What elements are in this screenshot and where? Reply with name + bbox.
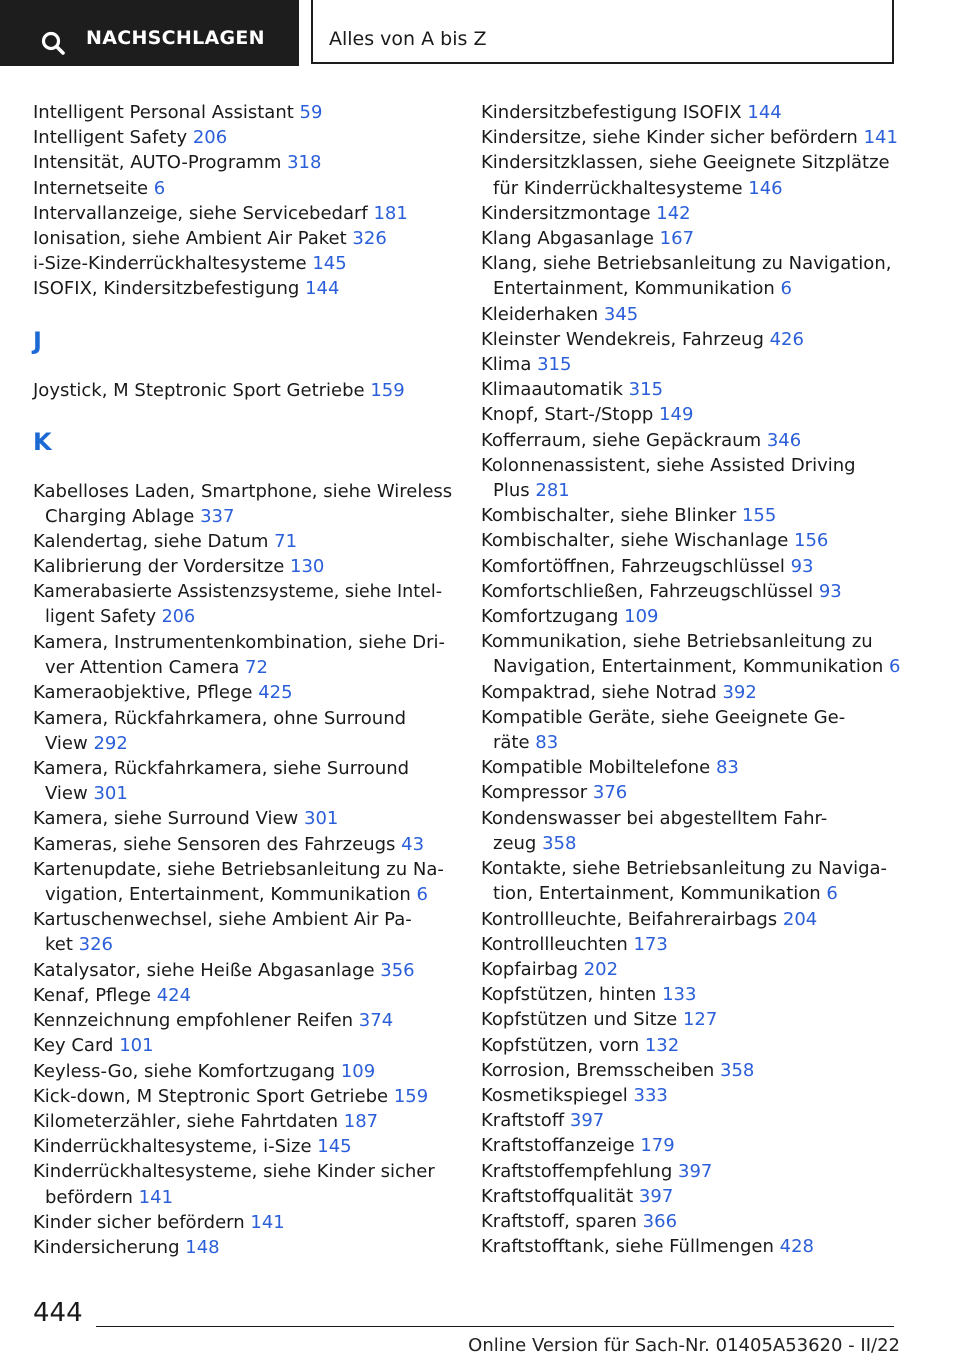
entry-term-line: räte (493, 732, 530, 754)
index-entry (481, 1033, 901, 1058)
index-entry (481, 780, 901, 805)
page-reference-link[interactable]: 376 (592, 782, 628, 804)
entry-term: Komfortzugang (481, 606, 619, 628)
entry-term-line: befördern (45, 1186, 133, 1208)
entry-term: Knopf, Start-/Stopp (481, 404, 654, 426)
index-entry (33, 832, 453, 857)
page-reference-link[interactable]: 356 (380, 959, 415, 981)
entry-term-line: Kamera, Instrumentenkombination, siehe Dri- (33, 632, 446, 654)
page-reference-link[interactable]: 202 (583, 958, 619, 980)
index-entry (481, 428, 901, 453)
entry-term: Kopfairbag (481, 958, 578, 980)
entry-term: Kraftstofftank, siehe Füllmengen (481, 1236, 774, 1258)
entry-term: Kinderrückhaltesysteme, i-Size (33, 1136, 312, 1158)
page-reference-link[interactable]: 206 (192, 127, 228, 149)
page-reference-link[interactable]: 71 (274, 531, 298, 553)
entry-term-line: Navigation, Entertainment, Kommunikation (493, 656, 884, 678)
page-reference-link[interactable]: 397 (569, 1110, 605, 1132)
page-reference-link[interactable]: 43 (401, 833, 425, 855)
page-reference-link[interactable]: 133 (662, 984, 697, 1006)
page-reference-link[interactable]: 72 (245, 657, 268, 679)
page-reference-link[interactable]: 315 (628, 379, 664, 401)
index-entry (33, 1235, 453, 1260)
entry-term: Kick-down, M Steptronic Sport Getriebe (33, 1085, 389, 1107)
index-entry (481, 806, 901, 856)
index-entry (481, 1133, 901, 1158)
index-entry (33, 554, 453, 579)
page-reference-link[interactable]: 6 (416, 884, 428, 906)
entry-term: Internetseite (33, 177, 149, 199)
page-reference-link[interactable]: 428 (779, 1236, 814, 1258)
entry-term: Kombischalter, siehe Blinker (481, 505, 737, 527)
entry-term-line: View (45, 732, 88, 754)
footer-divider (96, 1326, 894, 1327)
index-entry (481, 932, 901, 957)
entry-term-line: Kommunikation, siehe Betriebsanleitung zu (481, 631, 873, 653)
entry-term: Kennzeichnung empfohlener Reifen (33, 1010, 354, 1032)
entry-term: Kofferraum, siehe Gepäckraum (481, 429, 762, 451)
index-entry (33, 1084, 453, 1109)
index-entry (481, 201, 901, 226)
entry-term: Kraftstoff, sparen (481, 1210, 637, 1232)
index-entry (481, 629, 901, 679)
page-reference-link[interactable]: 167 (659, 228, 695, 250)
search-icon (40, 30, 68, 58)
entry-term-line: Kinderrückhaltesysteme, siehe Kinder sicher (33, 1161, 435, 1183)
page-reference-link[interactable]: 146 (748, 177, 783, 199)
section-label: NACHSCHLAGEN (86, 27, 265, 49)
page-reference-link[interactable]: 204 (782, 908, 818, 930)
entry-term: Intelligent Safety (33, 127, 188, 149)
page-reference-link[interactable]: 366 (642, 1210, 678, 1232)
page-reference-link[interactable]: 144 (747, 102, 782, 123)
page-reference-link[interactable]: 326 (78, 934, 114, 956)
page-reference-link[interactable]: 345 (603, 303, 639, 325)
page-reference-link[interactable]: 292 (93, 732, 128, 754)
index-entry (481, 503, 901, 528)
entry-term: Kilometerzähler, siehe Fahrtdaten (33, 1110, 339, 1132)
entry-term: Kompaktrad, siehe Notrad (481, 681, 717, 703)
page-reference-link[interactable]: 141 (250, 1211, 285, 1233)
entry-term-line: Kamera, Rückfahrkamera, ohne Surround (33, 707, 407, 729)
page-reference-link[interactable]: 424 (156, 984, 192, 1006)
page-reference-link[interactable]: 301 (304, 808, 339, 830)
index-entry (33, 1059, 453, 1084)
page-reference-link[interactable]: 142 (656, 202, 691, 224)
entry-term: Komfortöffnen, Fahrzeugschlüssel (481, 555, 785, 577)
entry-term-line: Kabelloses Laden, Smartphone, siehe Wireless (33, 480, 453, 502)
entry-term-line: ket (45, 934, 73, 956)
index-entry (481, 957, 901, 982)
index-entry (33, 176, 453, 201)
entry-term: Kindersicherung (33, 1236, 180, 1258)
entry-term: Kindersitze, siehe Kinder sicher befördern (481, 127, 858, 149)
chapter-title: Alles von A bis Z (329, 28, 487, 50)
entry-term: Ionisation, siehe Ambient Air Paket (33, 228, 347, 250)
entry-term: Kompatible Mobiltelefone (481, 757, 711, 779)
entry-term: Kombischalter, siehe Wischanlage (481, 530, 789, 552)
entry-term-line: Kartuschenwechsel, siehe Ambient Air Pa- (33, 909, 412, 931)
page-reference-link[interactable]: 130 (290, 556, 325, 578)
index-entry (33, 756, 453, 806)
index-entry (33, 680, 453, 705)
page-reference-link[interactable]: 346 (766, 429, 802, 451)
page-reference-link[interactable]: 301 (93, 783, 128, 805)
index-entry (481, 1209, 901, 1234)
entry-term-line: vigation, Entertainment, Kommunikation (45, 884, 411, 906)
entry-term: Kleiderhaken (481, 303, 599, 325)
index-entry (481, 150, 901, 200)
entry-term: Kraftstoffanzeige (481, 1135, 635, 1157)
index-entry (33, 958, 453, 983)
entry-term-line: Charging Ablage (45, 506, 195, 528)
index-entry (481, 1058, 901, 1083)
page-reference-link[interactable]: 358 (542, 832, 577, 854)
entry-term: Kameras, siehe Sensoren des Fahrzeugs (33, 833, 396, 855)
entry-term: Joystick, M Steptronic Sport Getriebe (33, 379, 365, 401)
page-reference-link[interactable]: 156 (794, 530, 829, 552)
entry-term: Klimaautomatik (481, 379, 623, 401)
page-reference-link[interactable]: 337 (200, 506, 235, 528)
index-entry (481, 1108, 901, 1133)
entry-term: Klima (481, 354, 532, 376)
entry-term-line: ver Attention Camera (45, 657, 240, 679)
index-entry (33, 580, 453, 630)
entry-term: ISOFIX, Kindersitzbefestigung (33, 278, 300, 300)
entry-term: Keyless-Go, siehe Komfortzugang (33, 1060, 336, 1082)
index-column-left (33, 100, 453, 1260)
index-entry (33, 630, 453, 680)
index-entry (481, 856, 901, 906)
index-entry (481, 755, 901, 780)
page-reference-link[interactable]: 101 (119, 1035, 154, 1057)
entry-term-line: Klang, siehe Betriebsanleitung zu Navigation, (481, 253, 892, 275)
page-reference-link[interactable]: 6 (826, 883, 838, 905)
index-letter-heading: K (33, 427, 52, 456)
page-reference-link[interactable]: 358 (720, 1059, 755, 1081)
entry-term: Kosmetikspiegel (481, 1084, 628, 1106)
index-entry (481, 352, 901, 377)
entry-term: Intelligent Personal Assistant (33, 102, 294, 123)
entry-term: Kindersitzbefestigung ISOFIX (481, 102, 742, 123)
entry-term: Komfortschließen, Fahrzeugschlüssel (481, 580, 814, 602)
page-reference-link[interactable]: 155 (741, 505, 777, 527)
page-reference-link[interactable]: 159 (370, 379, 405, 401)
page-reference-link[interactable]: 181 (373, 202, 408, 224)
index-letter-heading: J (33, 326, 42, 355)
entry-term-line: Kamera, Rückfahrkamera, siehe Surround (33, 758, 410, 780)
entry-term-line: zeug (493, 832, 537, 854)
index-entry (33, 276, 453, 301)
index-entry (33, 1134, 453, 1159)
entry-term: Korrosion, Bremsscheiben (481, 1059, 715, 1081)
index-entry (33, 907, 453, 957)
entry-term: Kompressor (481, 782, 588, 804)
page-reference-link[interactable]: 83 (715, 757, 739, 779)
index-entry (33, 201, 453, 226)
page-reference-link[interactable]: 374 (358, 1010, 394, 1032)
page-reference-link[interactable]: 179 (640, 1135, 675, 1157)
entry-term: Kraftstoffempfehlung (481, 1160, 673, 1182)
page-reference-link[interactable]: 109 (624, 606, 659, 628)
entry-term: Klang Abgasanlage (481, 228, 654, 250)
online-version-note: Online Version für Sach-Nr. 01405A53620 - II/22 (468, 1335, 900, 1356)
entry-term: Kontrollleuchte, Beifahrerairbags (481, 908, 778, 930)
page-reference-link[interactable]: 426 (769, 328, 804, 350)
index-entry (481, 251, 901, 301)
entry-term-line: Kompatible Geräte, siehe Geeignete Ge- (481, 706, 846, 728)
index-entry (481, 604, 901, 629)
page-reference-link[interactable]: 127 (682, 1009, 718, 1031)
index-entry (481, 528, 901, 553)
page-reference-link[interactable]: 392 (722, 681, 757, 703)
entry-term: Kenaf, Pflege (33, 984, 151, 1006)
entry-term: Key Card (33, 1035, 114, 1057)
index-entry (33, 1159, 453, 1209)
index-entry (33, 857, 453, 907)
index-entry (481, 100, 901, 125)
entry-term-line: View (45, 783, 88, 805)
index-entry (481, 402, 901, 427)
page-reference-link[interactable]: 148 (185, 1236, 220, 1258)
index-entry (33, 378, 453, 403)
page-reference-link[interactable]: 145 (312, 253, 347, 275)
index-entry (33, 100, 453, 125)
index-entry (481, 453, 901, 503)
page-reference-link[interactable]: 173 (633, 933, 668, 955)
page-reference-link[interactable]: 6 (153, 177, 166, 199)
page-reference-link[interactable]: 141 (138, 1186, 174, 1208)
index-entry (33, 1033, 453, 1058)
page-reference-link[interactable]: 109 (340, 1060, 376, 1082)
page-reference-link[interactable]: 397 (678, 1160, 713, 1182)
entry-term-line: Plus (493, 480, 530, 502)
page-reference-link[interactable]: 83 (535, 732, 559, 754)
page-reference-link[interactable]: 425 (258, 682, 293, 704)
index-entry (481, 1159, 901, 1184)
chapter-tab[interactable] (311, 0, 894, 64)
index-entry (481, 554, 901, 579)
page-reference-link[interactable]: 6 (780, 278, 792, 300)
entry-term: Intensität, AUTO-Programm (33, 152, 282, 174)
entry-term: i-Size-Kinderrückhaltesysteme (33, 253, 307, 275)
index-entry (481, 680, 901, 705)
entry-term-line: ligent Safety (45, 606, 157, 627)
entry-term-line: Kolonnenassistent, siehe Assisted Driving (481, 454, 856, 476)
index-entry (33, 529, 453, 554)
index-entry (481, 1083, 901, 1108)
page-reference-link[interactable]: 6 (889, 656, 901, 678)
page-reference-link[interactable]: 59 (299, 102, 323, 123)
entry-term: Kleinster Wendekreis, Fahrzeug (481, 328, 764, 350)
entry-term-line: tion, Entertainment, Kommunikation (493, 883, 821, 905)
index-entry (33, 983, 453, 1008)
index-entry (481, 982, 901, 1007)
page-reference-link[interactable]: 145 (317, 1136, 352, 1158)
entry-term-line: Kindersitzklassen, siehe Geeignete Sitzplätze (481, 152, 890, 174)
entry-term: Kameraobjektive, Pflege (33, 682, 253, 704)
page-reference-link[interactable]: 397 (638, 1185, 674, 1207)
entry-term-line: Entertainment, Kommunikation (493, 278, 775, 300)
entry-term: Kamera, siehe Surround View (33, 808, 299, 830)
entry-term: Kraftstoff (481, 1110, 565, 1132)
page-reference-link[interactable]: 93 (818, 580, 842, 602)
page-reference-link[interactable]: 141 (863, 127, 898, 149)
page-reference-link[interactable]: 93 (790, 555, 814, 577)
entry-term: Kopfstützen und Sitze (481, 1009, 678, 1031)
page-reference-link[interactable]: 315 (537, 354, 572, 376)
page-reference-link[interactable]: 187 (343, 1110, 379, 1132)
page-reference-link[interactable]: 132 (644, 1034, 680, 1056)
entry-term: Katalysator, siehe Heiße Abgasanlage (33, 959, 375, 981)
index-entry (481, 1184, 901, 1209)
index-entry (481, 1234, 901, 1259)
index-entry (33, 479, 453, 529)
index-entry (33, 226, 453, 251)
entry-term: Kraftstoffqualität (481, 1185, 634, 1207)
entry-term: Kontrollleuchten (481, 933, 628, 955)
entry-term: Kalendertag, siehe Datum (33, 531, 269, 553)
index-entry (481, 1007, 901, 1032)
entry-term: Intervallanzeige, siehe Servicebedarf (33, 202, 368, 224)
index-entry (33, 251, 453, 276)
index-entry (33, 150, 453, 175)
page-reference-link[interactable]: 144 (305, 278, 340, 300)
index-entry (481, 705, 901, 755)
entry-term-line: Kamerabasierte Assistenzsysteme, siehe Intel- (33, 581, 443, 602)
page-reference-link[interactable]: 333 (633, 1084, 668, 1106)
index-entry (481, 579, 901, 604)
entry-term: Kinder sicher befördern (33, 1211, 245, 1233)
page-reference-link[interactable]: 326 (352, 228, 387, 250)
page-header (0, 0, 960, 66)
page-reference-link[interactable]: 281 (535, 480, 570, 502)
entry-term: Kalibrierung der Vordersitze (33, 556, 285, 578)
page-reference-link[interactable]: 206 (161, 606, 196, 627)
entry-term: Kindersitzmontage (481, 202, 651, 224)
entry-term-line: für Kinderrückhaltesysteme (493, 177, 743, 199)
entry-term-line: Kondenswasser bei abgestelltem Fahr- (481, 807, 828, 829)
index-entry (481, 302, 901, 327)
entry-term: Kopfstützen, hinten (481, 984, 657, 1006)
entry-term: Kopfstützen, vorn (481, 1034, 640, 1056)
index-column-right (481, 100, 901, 1259)
index-entry (33, 1109, 453, 1134)
page-reference-link[interactable]: 318 (287, 152, 322, 174)
index-entry (481, 125, 901, 150)
entry-term-line: Kontakte, siehe Betriebsanleitung zu Naviga- (481, 858, 888, 880)
page-reference-link[interactable]: 159 (393, 1085, 429, 1107)
entry-term-line: Kartenupdate, siehe Betriebsanleitung zu Na- (33, 858, 444, 880)
index-entry (481, 907, 901, 932)
index-entry (33, 1210, 453, 1235)
index-entry (33, 706, 453, 756)
index-entry (33, 1008, 453, 1033)
index-entry (33, 806, 453, 831)
page-reference-link[interactable]: 149 (659, 404, 694, 426)
section-tab[interactable] (0, 0, 299, 66)
index-entry (481, 226, 901, 251)
index-entry (33, 125, 453, 150)
index-entry (481, 377, 901, 402)
page-number: 444 (33, 1298, 83, 1328)
index-entry (481, 327, 901, 352)
